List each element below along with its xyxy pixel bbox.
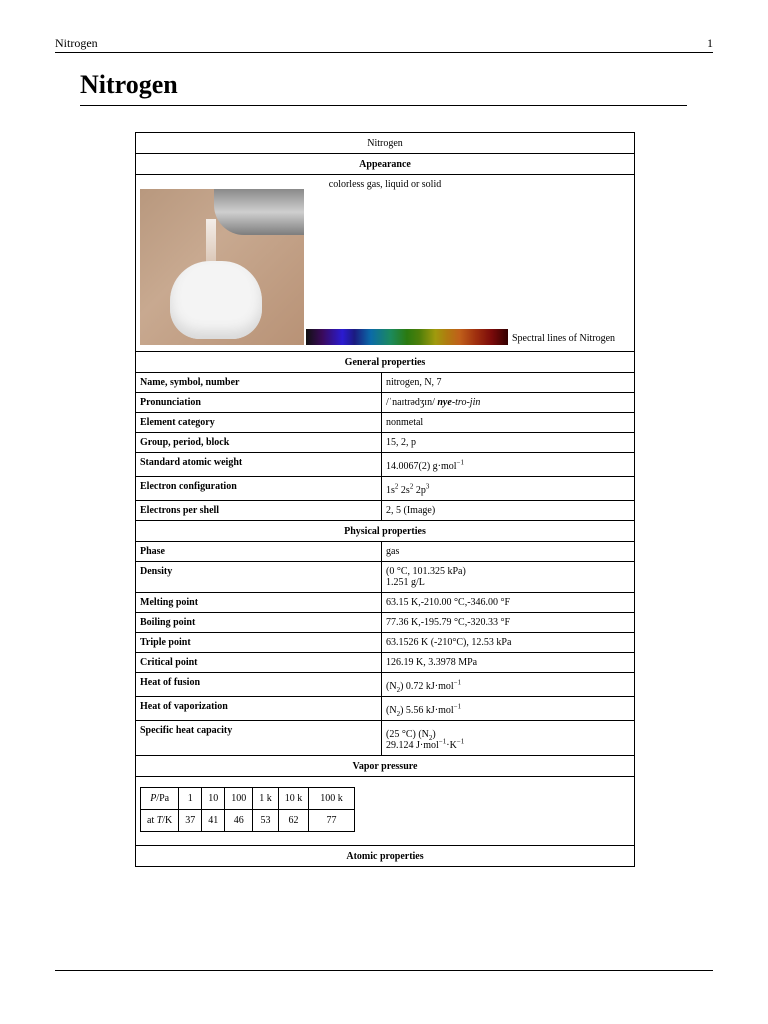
property-label: Electrons per shell (136, 501, 382, 520)
table-row (141, 788, 355, 810)
property-value: nonmetal (386, 417, 424, 428)
property-value (382, 721, 634, 755)
property-value (382, 393, 634, 412)
pronunciation-rest: -tro-jin (451, 397, 481, 408)
property-value: nitrogen, N, 7 (386, 377, 442, 388)
property-value (382, 562, 634, 592)
spectral-lines-image (306, 329, 508, 345)
property-row (136, 500, 634, 520)
value-line: (0 °C, 101.325 kPa) (386, 566, 466, 577)
table-cell: 37 (179, 810, 202, 832)
property-value: 63.15 K,-210.00 °C,-346.00 °F (386, 597, 511, 608)
pronunciation-ipa: /ˈnaɪtrədʒɪn/ (386, 397, 435, 408)
property-value: 15, 2, p (386, 437, 416, 448)
property-value: 2, 5 (Image) (386, 505, 436, 516)
value-text: 14.0067(2) g·mol (386, 461, 457, 472)
liquid-nitrogen-photo (140, 189, 304, 345)
property-label: Group, period, block (136, 433, 382, 452)
value-text: (N (386, 681, 397, 692)
property-value: 126.19 K, 3.3978 MPa (386, 657, 478, 668)
table-cell (141, 788, 179, 810)
table-cell: 10 (202, 788, 225, 810)
element-infobox (135, 132, 635, 867)
physical-properties-heading: Physical properties (344, 526, 426, 537)
infobox-caption: Nitrogen (367, 138, 403, 149)
table-cell (141, 810, 179, 832)
article-title: Nitrogen (80, 70, 687, 106)
value-exponent: −1 (438, 737, 447, 746)
value-exponent: 2 (409, 482, 414, 491)
value-text: 2p (415, 485, 426, 496)
table-cell: 53 (253, 810, 279, 832)
property-row (136, 432, 634, 452)
general-properties-heading: General properties (344, 357, 426, 368)
value-subscript: 2 (396, 710, 401, 718)
property-row (136, 672, 634, 696)
value-text: ) (432, 729, 436, 740)
property-value (382, 673, 634, 696)
property-row (136, 720, 634, 755)
running-title: Nitrogen (55, 36, 98, 50)
property-value (382, 477, 634, 500)
property-row (136, 452, 634, 476)
table-cell: 46 (225, 810, 253, 832)
property-label: Standard atomic weight (136, 453, 382, 476)
atomic-properties-heading: Atomic properties (346, 851, 424, 862)
property-row (136, 612, 634, 632)
property-value: 63.1526 K (-210°C), 12.53 kPa (386, 637, 512, 648)
property-label: Specific heat capacity (136, 721, 382, 755)
vapor-pressure-heading: Vapor pressure (352, 761, 418, 772)
page-header (55, 36, 713, 53)
value-text: 2s (400, 485, 410, 496)
value-text: (N (386, 705, 397, 716)
property-label: Name, symbol, number (136, 373, 382, 392)
label-italic: P (150, 793, 157, 804)
property-row (136, 372, 634, 392)
table-cell: 62 (278, 810, 309, 832)
value-subscript: 2 (396, 686, 401, 694)
table-cell: 1 k (253, 788, 279, 810)
value-line (386, 737, 630, 751)
value-exponent: −1 (456, 737, 465, 746)
pronunciation-stressed: nye (437, 397, 452, 408)
property-row (136, 592, 634, 612)
value-text: 29.124 J·mol (386, 740, 439, 751)
value-subscript: 2 (428, 734, 433, 742)
property-label: Melting point (136, 593, 382, 612)
property-label: Triple point (136, 633, 382, 652)
property-row (136, 412, 634, 432)
white-dish (170, 261, 262, 339)
label-text: /K (162, 815, 173, 826)
table-row (141, 810, 355, 832)
table-cell: 100 (225, 788, 253, 810)
property-label: Phase (136, 542, 382, 561)
value-exponent: 2 (394, 482, 399, 491)
footer-rule (55, 970, 713, 971)
property-label: Boiling point (136, 613, 382, 632)
property-value: 77.36 K,-195.79 °C,-320.33 °F (386, 617, 511, 628)
page-number: 1 (707, 36, 713, 50)
table-cell: 100 k (309, 788, 355, 810)
label-italic: T (156, 815, 163, 826)
label-text: at (147, 815, 157, 826)
property-value: gas (386, 546, 400, 557)
table-cell: 41 (202, 810, 225, 832)
property-value (382, 453, 634, 476)
value-text: ·K (446, 740, 457, 751)
value-text: (25 °C) (N (386, 729, 429, 740)
vapor-pressure-table (140, 787, 355, 832)
table-cell: 10 k (278, 788, 309, 810)
property-label: Element category (136, 413, 382, 432)
appearance-text: colorless gas, liquid or solid (328, 179, 442, 190)
table-cell: 1 (179, 788, 202, 810)
table-cell: 77 (309, 810, 355, 832)
value-exponent: 3 (425, 482, 430, 491)
label-text: /Pa (156, 793, 170, 804)
dewar-can (214, 189, 304, 235)
property-row (136, 561, 634, 592)
value-text: ) 5.56 kJ·mol (400, 705, 454, 716)
property-row (136, 541, 634, 561)
vapor-pressure-section (136, 777, 634, 845)
property-value (382, 697, 634, 720)
property-label: Critical point (136, 653, 382, 672)
property-label: Pronunciation (136, 393, 382, 412)
value-text: ) 0.72 kJ·mol (400, 681, 454, 692)
property-row (136, 632, 634, 652)
appearance-heading: Appearance (359, 159, 411, 170)
property-label: Heat of fusion (136, 673, 382, 696)
property-row (136, 652, 634, 672)
appearance-section (136, 175, 634, 351)
property-row (136, 696, 634, 720)
value-exponent: −1 (453, 702, 462, 711)
property-row (136, 392, 634, 412)
value-exponent: −1 (453, 678, 462, 687)
property-row (136, 476, 634, 500)
property-label: Heat of vaporization (136, 697, 382, 720)
property-label: Electron configuration (136, 477, 382, 500)
value-exponent: −1 (456, 458, 464, 467)
property-label: Density (136, 562, 382, 592)
value-text: 1s (386, 485, 395, 496)
spectrum-caption: Spectral lines of Nitrogen (512, 333, 616, 344)
value-line: 1.251 g/L (386, 577, 425, 588)
value-line (386, 729, 630, 740)
